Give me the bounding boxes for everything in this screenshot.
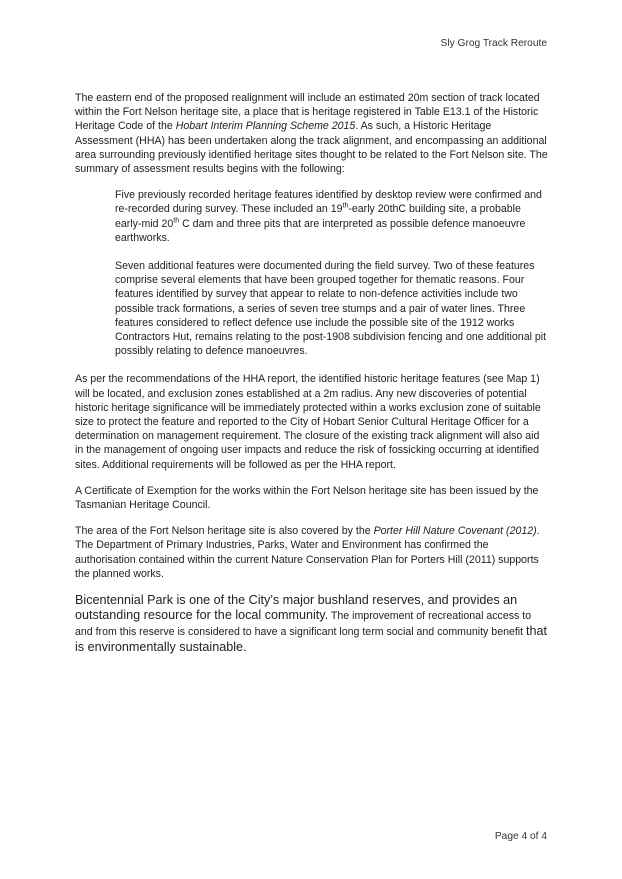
superscript: th [173, 217, 180, 225]
superscript: th [342, 202, 349, 210]
page-header: Sly Grog Track Reroute [440, 38, 547, 49]
italic-covenant-name: Porter Hill Nature Covenant (2012) [373, 525, 537, 538]
text-run: Bicentennial Park is one of the City’s major bushland reserves, and provides an outstanding resource for the local community. [75, 593, 518, 623]
text-run: -early 20thC building site, a probable early-mid 20 [115, 203, 521, 230]
paragraph-bicentennial-park [75, 593, 550, 655]
paragraph-recorded-features [115, 188, 548, 245]
text-run: that is environmentally sustainable. [75, 624, 548, 655]
page-body [75, 91, 550, 667]
text-run: The eastern end of the proposed realignment will include an estimated 20m section of track located within the Fort Nelson heritage site, a place that is heritage registered in Table E13.1 of the Historic Heritage Code of the [75, 92, 540, 133]
text-run: The improvement of recreational access to and from this reserve is considered to have a significant long term social and community benefit [75, 610, 532, 639]
assessment-summary-quote [115, 188, 548, 358]
page-number: Page 4 of 4 [494, 831, 547, 842]
text-run: Five previously recorded heritage features identified by desktop review were confirmed and re-recorded during survey. These included an 19 [115, 189, 542, 216]
paragraph-certificate-exemption: A Certificate of Exemption for the works within the Fort Nelson heritage site has been issued by the Tasmanian Heritage Council. [75, 484, 539, 512]
paragraph-heritage-intro [75, 91, 550, 176]
text-run: . As such, a Historic Heritage Assessment (HHA) has been undertaken along the track alignment, and encompassing an additional area surrounding previously identified heritage sites thought to be related to the Fort Nelson site. The summary of assessment results begins with the following: [75, 120, 548, 176]
text-run: . The Department of Primary Industries, Parks, Water and Environment has confirmed the authorisation contained within the current Nature Conservation Plan for Porters Hill (2011) supports the planned works. [75, 525, 540, 580]
italic-plan-name: Hobart Interim Planning Scheme 2015 [175, 120, 356, 133]
paragraph-nature-covenant [75, 524, 550, 581]
paragraph-hha-recommendations: As per the recommendations of the HHA report, the identified historic heritage features (see Map 1) will be located, and exclusion zones established at a 2m radius. Any new discoveries of potential historic heritage significance will be immediately protected within a works exclusion zone of suitable size to protect the feature and reported to the City of Hobart Senior Cultural Heritage Officer for a determination on management requirement. The closure of the existing track alignment will also aid in the management of ongoing user impacts and reduce the risk of fossicking occurring at identified sites. Additional requirements will be followed as per the HHA report. [75, 373, 541, 471]
text-run: C dam and three pits that are interpreted as possible defence manoeuvre earthworks. [115, 217, 526, 244]
text-run: The area of the Fort Nelson heritage site is also covered by the [75, 525, 374, 538]
paragraph-additional-features: Seven additional features were documented during the field survey. Two of these features comprise several elements that have been grouped together for thematic reasons. Four features identified by survey that appear to relate to non-defence activities include two possible track formations, a series of seven tree stumps and a pair of water lines. Three features considered to reflect defence use include the possible site of the 1912 works Contractors Hut, remains relating to the post-1908 subdivision fencing and one additional pit possibly relating to defence manoeuvres. [115, 260, 547, 358]
